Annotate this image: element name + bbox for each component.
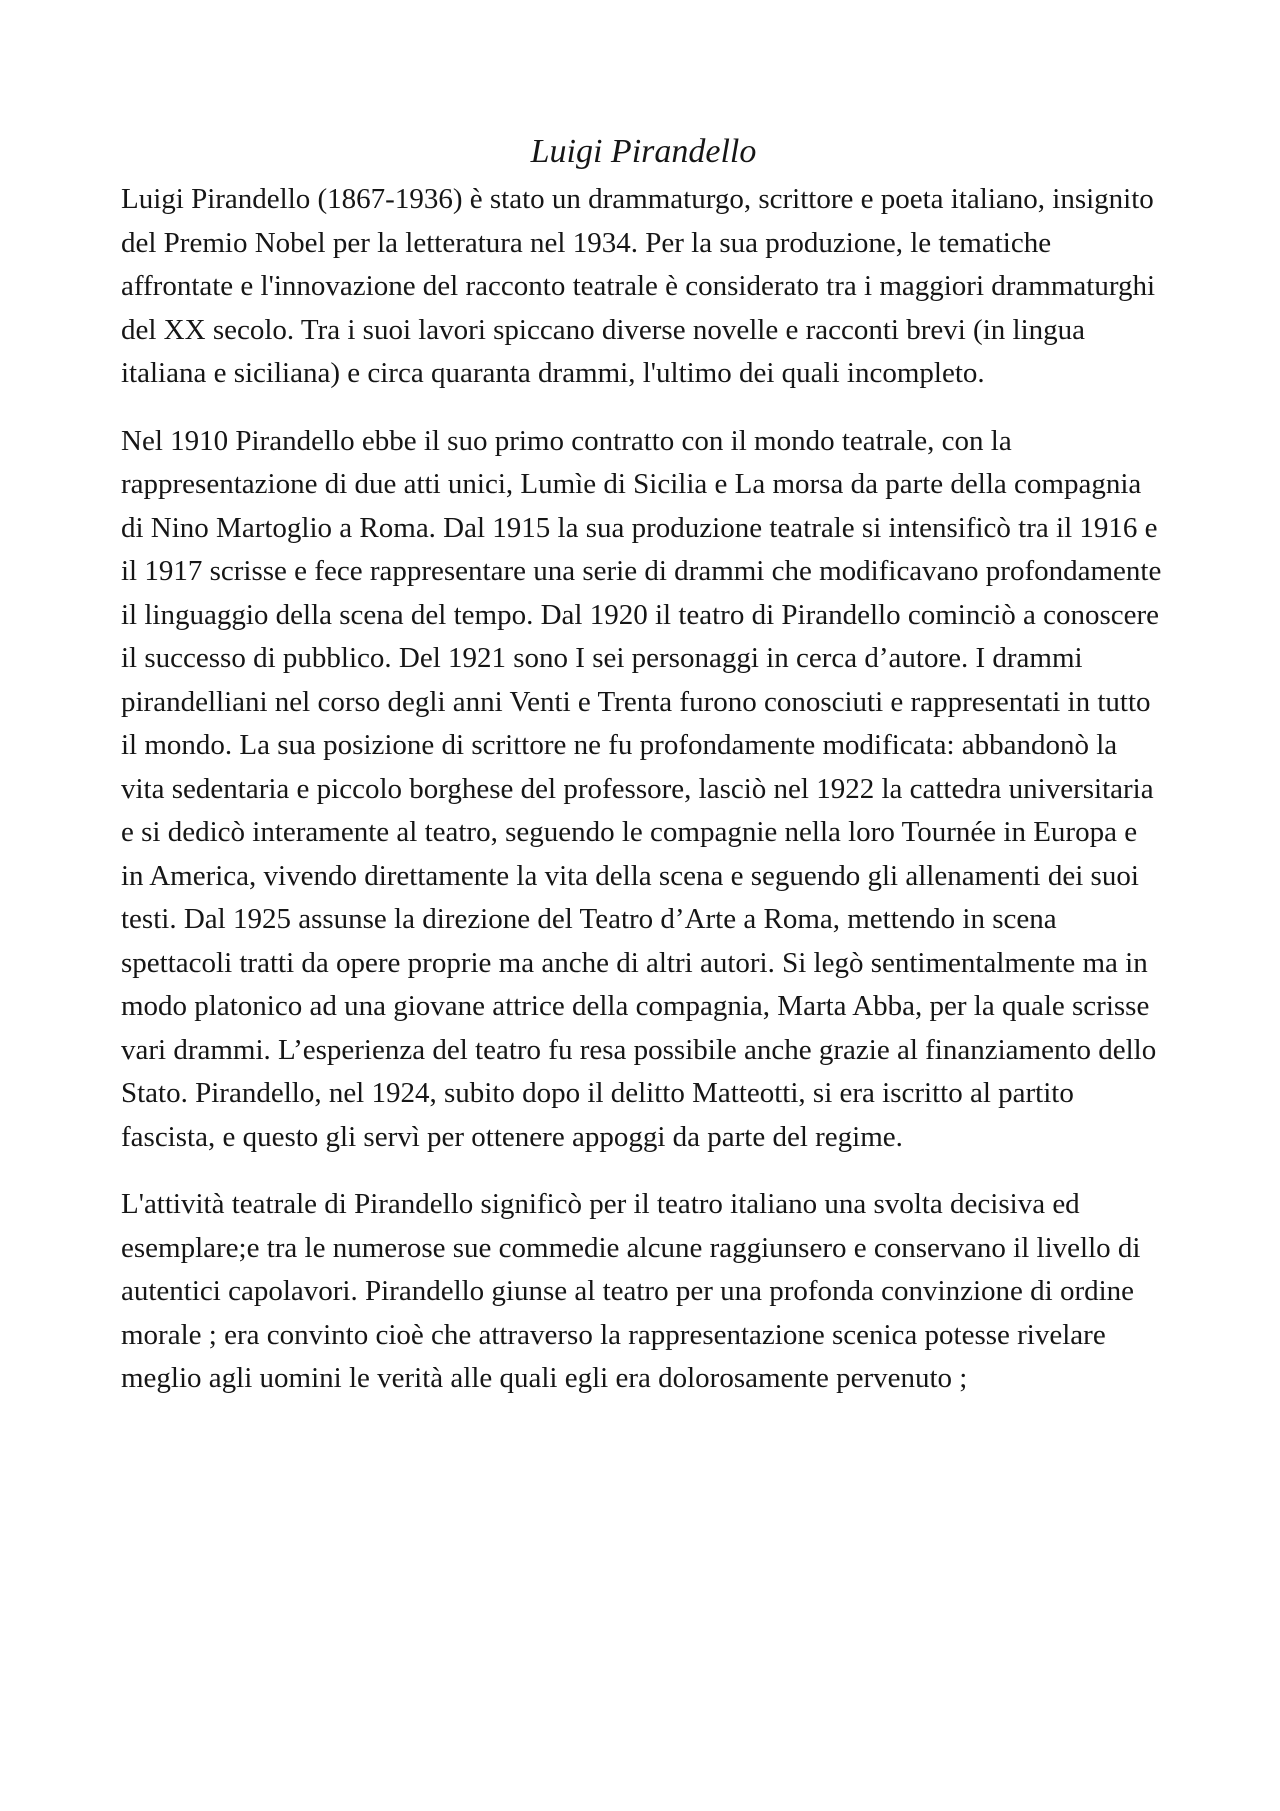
- document-body: [121, 128, 1166, 1425]
- paragraph-theatre-significance: L'attività teatrale di Pirandello significò per il teatro italiano una svolta decisiva ed esemplare;e tra le numerose sue commedie alcune raggiunsero e conservano il livello di autentici capolavori. Pirandello giunse al teatro per una profonda convinzione di ordine morale ; era convinto cioè che attraverso la rappresentazione scenica potesse rivelare meglio agli uomini le verità alle quali egli era dolorosamente pervenuto ;: [121, 1188, 1141, 1394]
- document-title: Luigi Pirandello: [530, 133, 757, 170]
- paragraph-theatre-career: Nel 1910 Pirandello ebbe il suo primo contratto con il mondo teatrale, con la rappresentazione di due atti unici, Lumìe di Sicilia e La morsa da parte della compagnia di Nino Martoglio a Roma. Dal 1915 la sua produzione teatrale si intensificò tra il 1916 e il 1917 scrisse e fece rappresentare una serie di drammi che modificavano profondamente il linguaggio della scena del tempo. Dal 1920 il teatro di Pirandello cominciò a conoscere il successo di pubblico. Del 1921 sono I sei personaggi in cerca d’autore. I drammi pirandelliani nel corso degli anni Venti e Trenta furono conosciuti e rappresentati in tutto il mondo. La sua posizione di scrittore ne fu profondamente modificata: abbandonò la vita sedentaria e piccolo borghese del professore, lasciò nel 1922 la cattedra universitaria e si dedicò interamente al teatro, seguendo le compagnie nella loro Tournée in Europa e in America, vivendo direttamente la vita della scena e seguendo gli allenamenti dei suoi testi. Dal 1925 assunse la direzione del Teatro d’Arte a Roma, mettendo in scena spettacoli tratti da opere proprie ma anche di altri autori. Si legò sentimentalmente ma in modo platonico ad una giovane attrice della compagnia, Marta Abba, per la quale scrisse vari drammi. L’esperienza del teatro fu resa possibile anche grazie al finanziamento dello Stato. Pirandello, nel 1924, subito dopo il delitto Matteotti, si era iscritto al partito fascista, e questo gli servì per ottenere appoggi da parte del regime.: [121, 424, 1162, 1153]
- paragraph-intro: Luigi Pirandello (1867-1936) è stato un drammaturgo, scrittore e poeta italiano, insignito del Premio Nobel per la letteratura nel 1934. Per la sua produzione, le tematiche affrontate e l'innovazione del racconto teatrale è considerato tra i maggiori drammaturghi del XX secolo. Tra i suoi lavori spiccano diverse novelle e racconti brevi (in lingua italiana e siciliana) e circa quaranta drammi, l'ultimo dei quali incompleto.: [121, 183, 1156, 389]
